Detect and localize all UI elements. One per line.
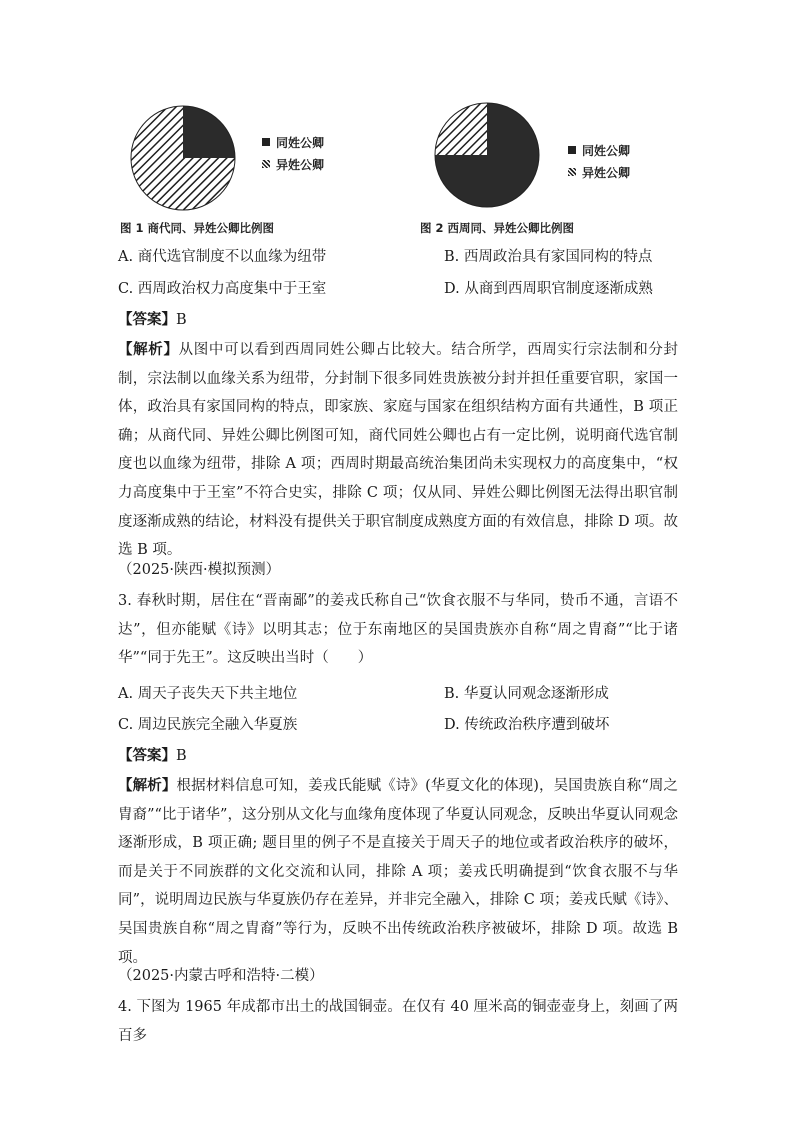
legend-label-same: 同姓公卿 [582,143,631,158]
legend-label-diff: 异姓公卿 [582,165,631,180]
legend-hatch-swatch [568,168,576,176]
q3-analysis-text: 根据材料信息可知，姜戎氏能赋《诗》(华夏文化的体现)，吴国贵族自称“周之胄裔”“比于诸华”，这分别从文化与血缘角度体现了华夏认同观念，反映出华夏认同观念逐渐形成，B 项正确; 题目里的例子不是直接关于周天子的地位或者政治秩序的破坏，而是关于不同族群的文化交流和认同，排除 A 项；姜戎氏明确提到“饮食衣服不与华同”，说明周边民族与华夏族仍存在差异，并非完全融入，排除 C 项；姜戎氏赋《诗》、吴国贵族自称“周之胄裔”等行为，反映不出传统政治秩序被破坏，排除 D 项。故选 B 项。 [118,778,679,966]
q2-analysis [118,336,678,565]
q3-answer-label: 【答案】 [118,747,176,764]
legend-label-diff: 异姓公卿 [276,157,325,172]
q2-analysis-text: 从图中可以看到西周同姓公卿占比较大。结合所学，西周实行宗法制和分封制，宗法制以血缘关系为纽带，分封制下很多同姓贵族被分封并担任重要官职，家国一体，政治具有家国同构的特点，即家族、家庭与国家在组织结构方面有共通性，B 项正确；从商代同、异姓公卿比例图可知，商代同姓公卿也占有一定比例，说明商代选官制度也以血缘为纽带，排除 A 项；西周时期最高统治集团尚未实现权力的高度集中，“权力高度集中于王室”不符合史实，排除 C 项；仅从同、异姓公卿比例图无法得出职官制度逐渐成熟的结论，材料没有提供关于职官制度成熟度方面的有效信息，排除 D 项。故选 B 项。 [118,342,679,559]
q2-option-a: A. 商代选官制度不以血缘为纽带 [118,249,327,265]
figure-1-caption: 图 1 商代同、异姓公卿比例图 [120,221,275,235]
q2-option-b: B. 西周政治具有家国同构的特点 [444,249,653,265]
q4-stem: 4. 下图为 1965 年成都市出土的战国铜壶。在仅有 40 厘米高的铜壶壶身上，刻画了两百多 [118,999,678,1044]
q2-option-d: D. 从商到西周职官制度逐渐成熟 [444,281,653,297]
legend-label-same: 同姓公卿 [276,135,325,150]
q3-source: （2025·陕西·模拟预测） [118,562,281,578]
figure-2-legend [568,139,630,183]
pie-2-svg [432,100,542,210]
q3-option-c: C. 周边民族完全融入华夏族 [118,717,298,733]
q4-source: （2025·内蒙古呼和浩特·二模） [118,968,324,984]
q3-option-b: B. 华夏认同观念逐渐形成 [444,686,609,702]
legend-hatch-swatch [262,160,270,168]
q3-answer-value: B [176,748,187,764]
q2-answer [118,310,187,330]
figure-1-pie-chart [128,103,238,213]
q2-answer-label: 【答案】 [118,311,176,328]
pie-1-svg [128,103,238,213]
q3-analysis-label: 【解析】 [118,777,177,794]
q3-option-d: D. 传统政治秩序遭到破坏 [444,717,610,733]
pie-slice-same-surname [183,106,235,158]
figure-2-caption: 图 2 西周同、异姓公卿比例图 [420,221,575,235]
q3-analysis [118,772,678,972]
q3-option-a: A. 周天子丧失天下共主地位 [118,686,298,702]
figure-2-pie-chart [432,100,542,210]
q3-answer [118,746,187,766]
q2-analysis-label: 【解析】 [118,341,179,358]
q3-stem: 3. 春秋时期，居住在“晋南鄙”的姜戎氏称自己“饮食衣服不与华同，贽币不通，言语不达”，但亦能赋《诗》以明其志；位于东南地区的吴国贵族亦自称“周之胄裔”“比于诸华”“同于先王”。这反映出当时（ ） [118,593,678,667]
q2-answer-value: B [176,312,187,328]
q2-option-c: C. 西周政治权力高度集中于王室 [118,281,327,297]
legend-solid-swatch [568,146,576,154]
legend-solid-swatch [262,138,270,146]
figure-1-legend [262,131,324,175]
